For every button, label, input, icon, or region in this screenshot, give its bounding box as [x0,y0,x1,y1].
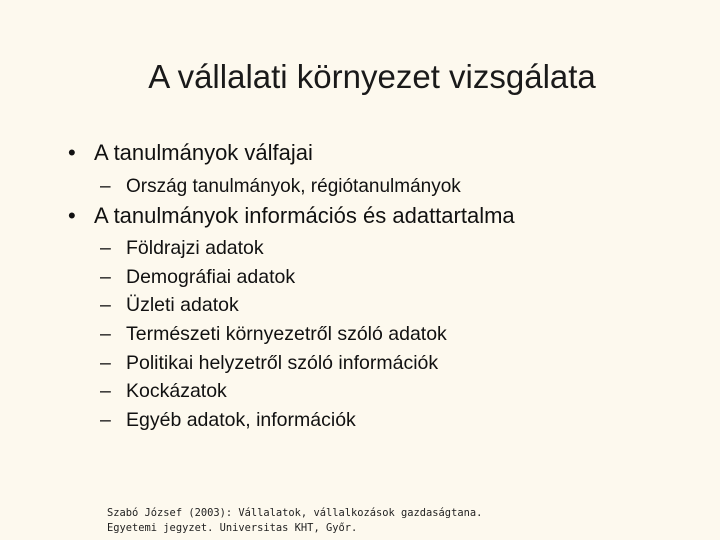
sub-list [100,234,447,435]
dash-icon: – [100,237,111,259]
citation-line: Egyetemi jegyzet. Universitas KHT, Győr. [107,522,358,534]
dash-icon: – [100,351,111,374]
list-item-text: Kockázatok [126,380,227,403]
dash-icon: – [100,176,111,197]
list-item-text: Egyéb adatok, információk [126,409,356,432]
list-item-text: Természeti környezetről szóló adatok [126,323,447,346]
dash-icon: – [100,265,111,288]
list-item-text: Ország tanulmányok, régiótanulmányok [126,176,461,197]
list-item-text: Demográfiai adatok [126,265,296,288]
citation [107,506,482,536]
bullet-icon: • [68,140,76,165]
section-heading-text: A tanulmányok válfajai [94,140,313,165]
list-item [100,406,447,435]
list-item [100,234,447,263]
list-item [100,176,461,198]
list-item [100,377,447,406]
dash-icon: – [100,380,111,403]
dash-icon: – [100,409,111,432]
bullet-icon: • [68,203,76,228]
list-item [100,349,447,378]
list-item-text: Üzleti adatok [126,294,239,317]
citation-line: Szabó József (2003): Vállalatok, vállalkozások gazdaságtana. [107,507,483,519]
list-item [100,320,447,349]
section-heading-text: A tanulmányok információs és adattartalma [94,203,515,228]
list-item-text: Politikai helyzetről szóló információk [126,351,439,374]
section-heading [68,140,313,166]
dash-icon: – [100,323,111,346]
list-item-text: Földrajzi adatok [126,237,264,259]
slide-title: A vállalati környezet vizsgálata [148,58,596,95]
list-item [100,263,447,292]
list-item [100,291,447,320]
dash-icon: – [100,294,111,317]
section-heading [68,203,515,229]
